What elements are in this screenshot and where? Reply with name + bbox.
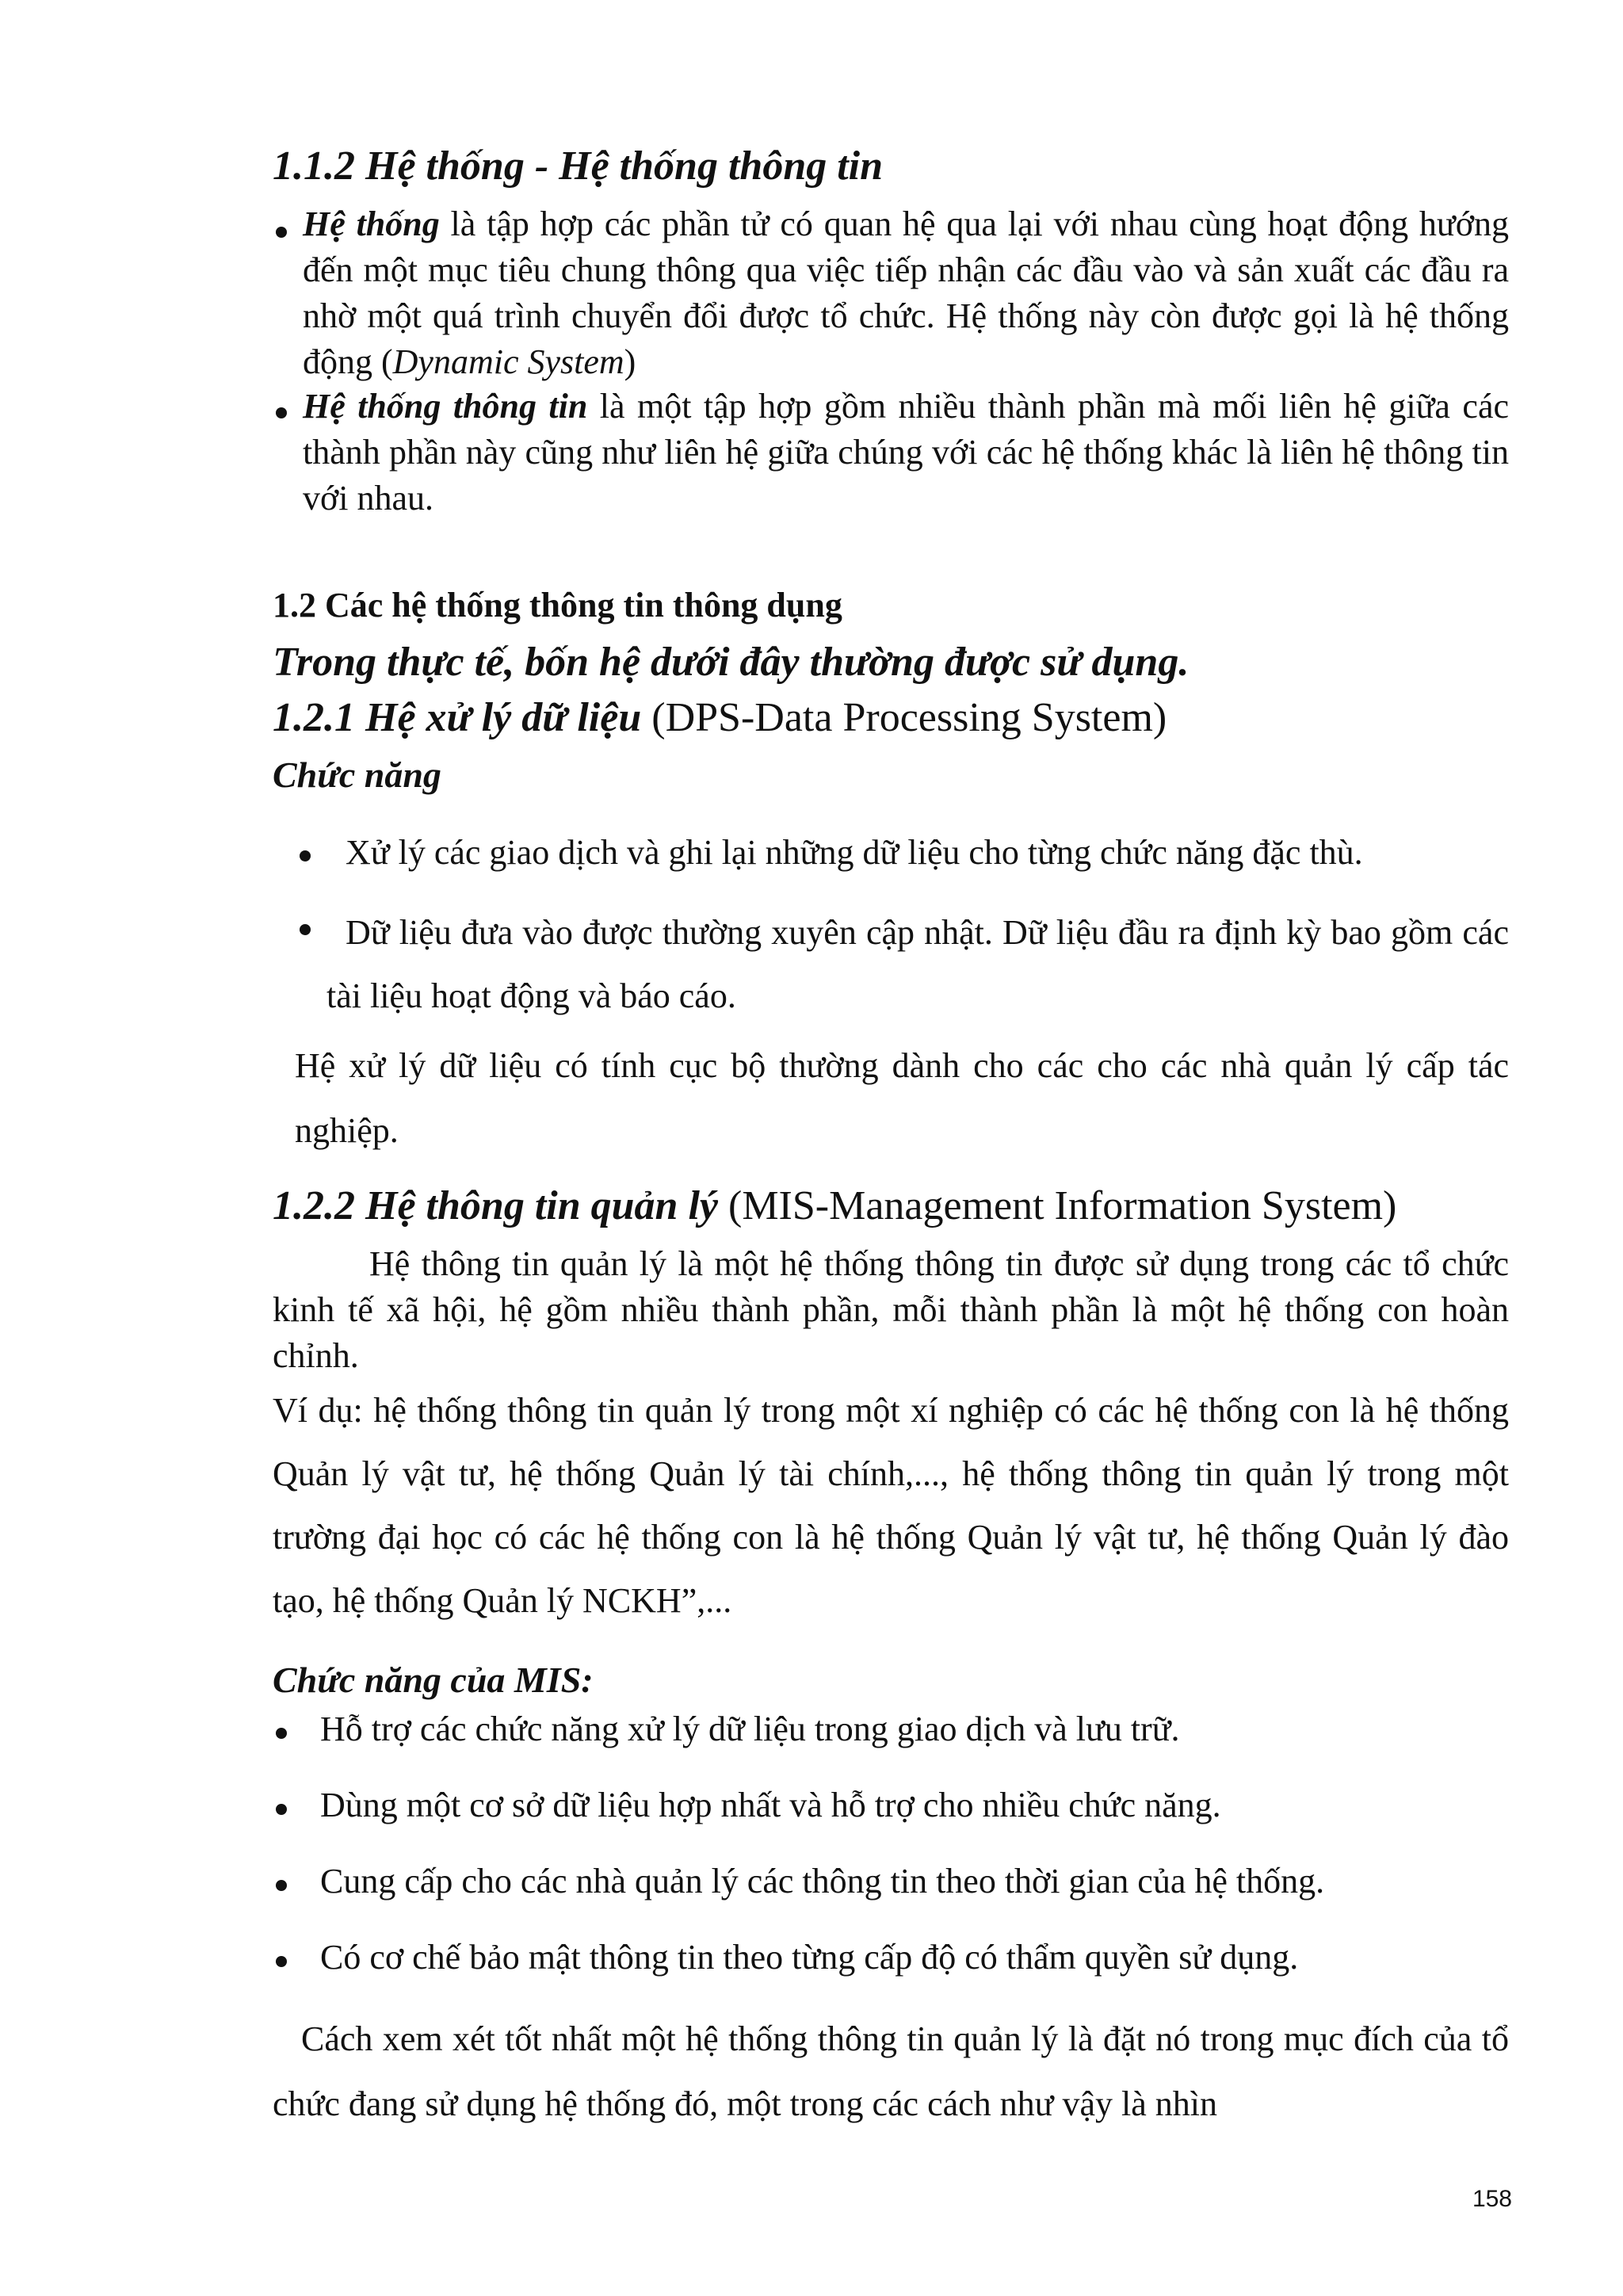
section-heading-1-2: 1.2 Các hệ thống thông tin thông dụng (273, 586, 842, 625)
section-heading-1-2-2 (273, 1182, 1509, 1230)
mis-function-item: Cung cấp cho các nhà quản lý các thông tin theo thời gian của hệ thống. (320, 1862, 1325, 1901)
closing-paren: ) (624, 342, 636, 381)
section-heading-1-2-1 (273, 694, 1509, 742)
mis-function-item: Có cơ chế bảo mật thông tin theo từng cấp độ có thẩm quyền sử dụng. (320, 1938, 1299, 1977)
bullet-dot (276, 407, 287, 418)
bullet-dot (276, 1880, 287, 1891)
heading-1-2-1-acronym: (DPS-Data Processing System) (641, 695, 1167, 740)
dps-function-item: Xử lý các giao dịch và ghi lại những dữ liệu cho từng chức năng đặc thù. (346, 833, 1363, 872)
dps-description: Hệ xử lý dữ liệu có tính cục bộ thường dành cho các cho các nhà quản lý cấp tác nghiệp. (295, 1046, 1509, 1150)
dynamic-system-term: Dynamic System (392, 342, 624, 381)
mis-description: Hệ thông tin quản lý là một hệ thống thông tin được sử dụng trong các tổ chức kinh tế xã hội, hệ gồm nhiều thành phần, mỗi thành phần là một hệ thống con hoàn chỉnh. (273, 1244, 1509, 1375)
heading-1-2-2-acronym: (MIS-Management Information System) (718, 1183, 1397, 1228)
bullet-dot (276, 1804, 287, 1815)
bullet-dot (276, 1728, 287, 1739)
heading-1-2-2-title: 1.2.2 Hệ thông tin quản lý (273, 1183, 718, 1228)
bullet-dot (300, 850, 311, 861)
mis-function-item: Dùng một cơ sở dữ liệu hợp nhất và hỗ trợ cho nhiều chức năng. (320, 1786, 1221, 1824)
heading-1-2-1-title: 1.2.1 Hệ xử lý dữ liệu (273, 695, 642, 740)
definition-system-text: là tập hợp các phần tử có quan hệ qua lại với nhau cùng hoạt động hướng đến một mục tiêu chung thông qua việc tiếp nhận các đầu vào và sản xuất các đầu ra nhờ một quá trình chuyển đổi được tổ chức. Hệ thống này còn được gọi là hệ thống động ( (303, 204, 1509, 381)
section-intro: Trong thực tế, bốn hệ dưới đây thường được sử dụng. (273, 640, 1190, 685)
function-label-dps: Chức năng (273, 755, 441, 795)
mis-function-item: Hỗ trợ các chức năng xử lý dữ liệu trong giao dịch và lưu trữ. (320, 1710, 1180, 1748)
term-information-system: Hệ thống thông tin (303, 387, 588, 426)
term-system: Hệ thống (303, 204, 440, 243)
definition-information-system-text: là một tập hợp gồm nhiều thành phần mà mối liên hệ giữa các thành phần này cũng như liên hệ giữa chúng với các hệ thống khác là liên hệ thông tin với nhau. (303, 387, 1509, 518)
mis-example: Ví dụ: hệ thống thông tin quản lý trong một xí nghiệp có các hệ thống con là hệ thống Quản lý vật tư, hệ thống Quản lý tài chính,..., hệ thống thông tin quản lý trong một trường đại học có các hệ thống con là hệ thống Quản lý vật tư, hệ thống Quản lý đào tạo, hệ thống Quản lý NCKH”,... (273, 1391, 1509, 1620)
dps-function-item: Dữ liệu đưa vào được thường xuyên cập nhật. Dữ liệu đầu ra định kỳ bao gồm các tài liệu hoạt động và báo cáo. (327, 913, 1509, 1015)
page-number: 158 (1472, 2186, 1512, 2212)
definition-information-system (303, 384, 1509, 521)
section-heading-1-1-2: 1.1.2 Hệ thống - Hệ thống thông tin (273, 143, 884, 189)
bullet-dot (276, 1956, 287, 1967)
function-label-mis: Chức năng của MIS: (273, 1660, 594, 1700)
mis-closing-paragraph: Cách xem xét tốt nhất một hệ thống thông tin quản lý là đặt nó trong mục đích của tổ chức đang sử dụng hệ thống đó, một trong các cách như vậy là nhìn (273, 2019, 1509, 2123)
bullet-dot (300, 924, 311, 935)
definition-system (303, 201, 1509, 385)
bullet-dot (276, 227, 287, 238)
